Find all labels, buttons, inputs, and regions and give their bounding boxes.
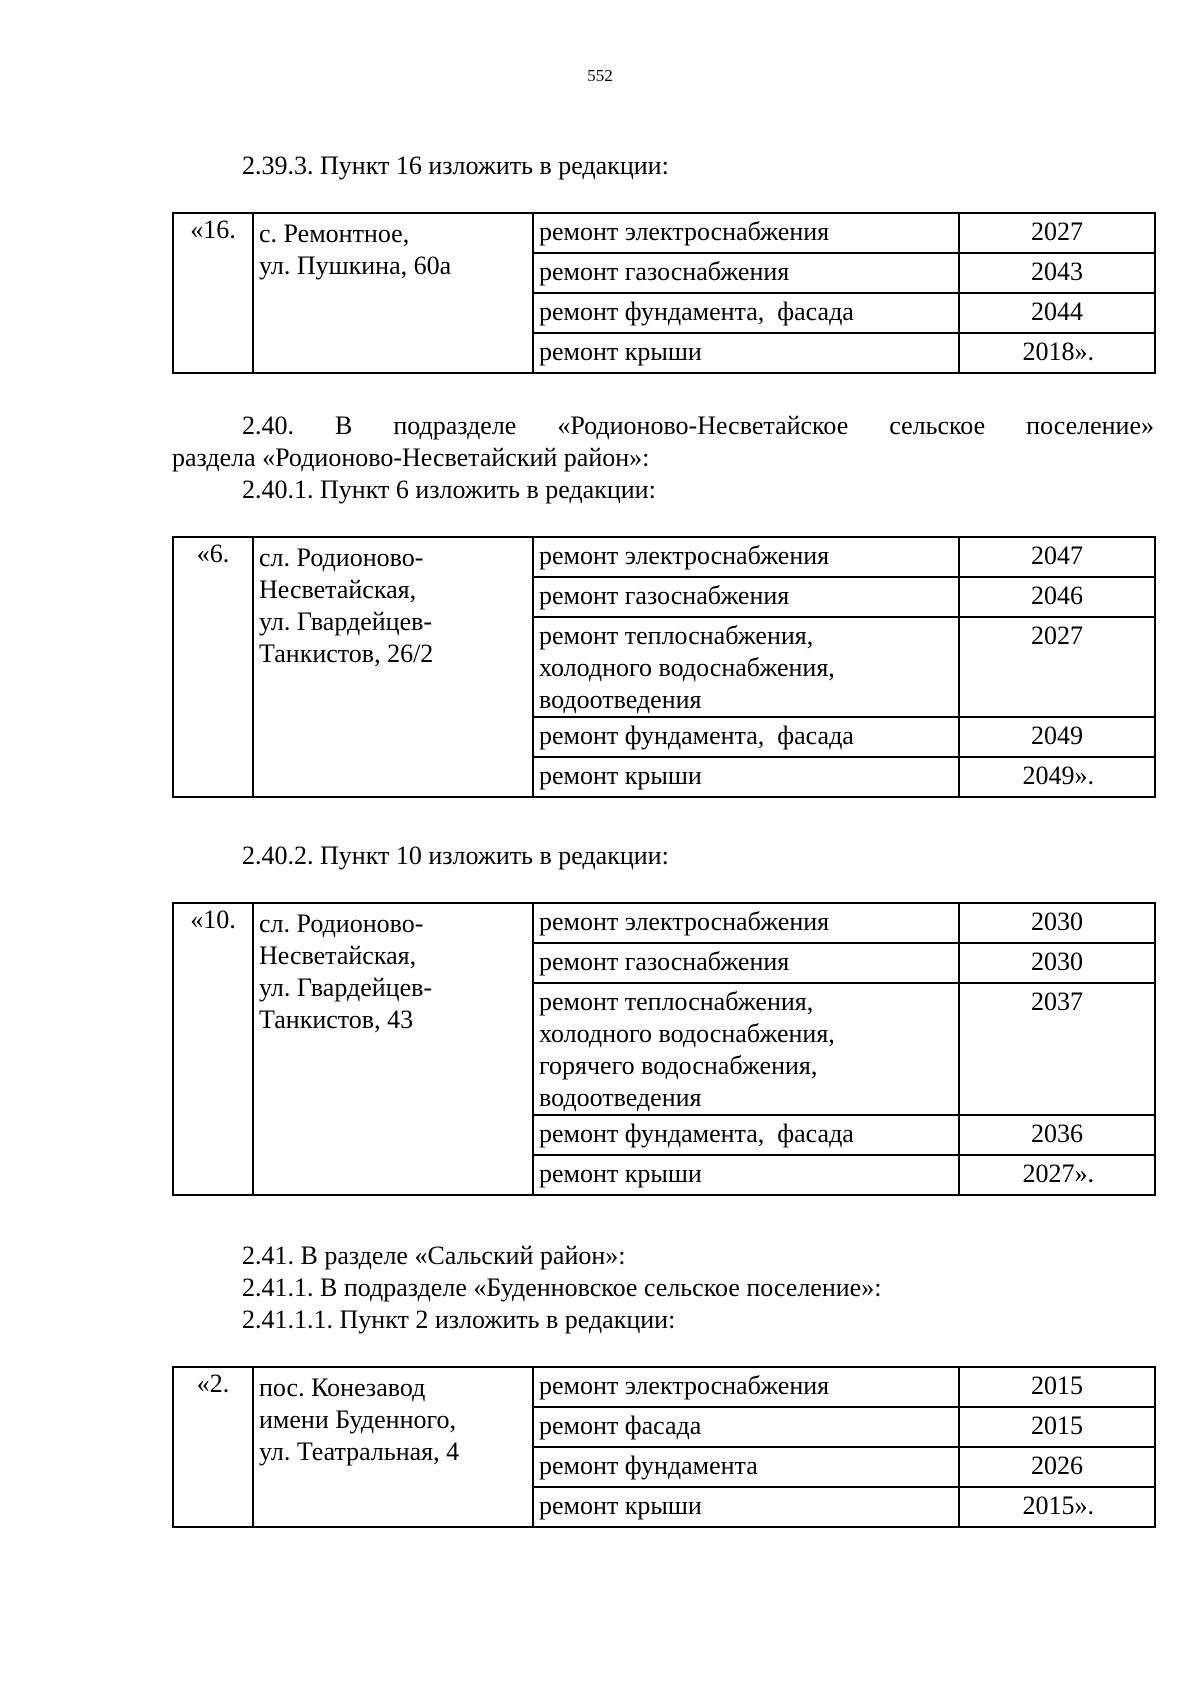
work-year: 2043 <box>959 253 1155 293</box>
work-type <box>533 943 959 983</box>
work-type <box>533 757 959 797</box>
amendment-table-16 <box>172 212 1156 374</box>
work-type: ремонт крыши <box>533 1487 959 1527</box>
address-line: Несветайская, <box>259 941 417 970</box>
work-year: 2046 <box>959 577 1155 617</box>
amendment-table-10 <box>172 902 1156 1196</box>
address-cell <box>253 903 533 1195</box>
table-row <box>173 1367 1155 1407</box>
item-number: «2. <box>173 1367 253 1527</box>
work-year: 2027 <box>959 617 1155 717</box>
work-line: холодного водоснабжения, <box>539 653 835 682</box>
address-line: ул. Гвардейцев- <box>259 607 433 636</box>
address-cell <box>253 213 533 373</box>
work-year: 2049 <box>959 717 1155 757</box>
work-year: 2030 <box>959 943 1155 983</box>
address-line: Танкистов, 43 <box>259 1005 414 1034</box>
work-year: 2036 <box>959 1115 1155 1155</box>
work-type: ремонт фундамента <box>533 1447 959 1487</box>
paragraph-2-41-1: 2.41.1. В подразделе «Буденновское сельское поселение»: <box>242 1273 882 1302</box>
work-type <box>533 1155 959 1195</box>
work-line: ремонт электроснабжения <box>539 541 830 570</box>
item-number: «10. <box>173 903 253 1195</box>
work-type <box>533 617 959 717</box>
work-line: ремонт теплоснабжения, <box>539 987 814 1016</box>
paragraph-2-40-cont: раздела «Родионово-Несветайский район»: <box>172 443 650 472</box>
address-line: имени Буденного, <box>259 1405 456 1434</box>
item-number: «6. <box>173 537 253 797</box>
address-cell <box>253 537 533 797</box>
work-type <box>533 537 959 577</box>
work-type <box>533 983 959 1115</box>
work-year: 2027». <box>959 1155 1155 1195</box>
work-type: ремонт электроснабжения <box>533 1367 959 1407</box>
work-line: ремонт крыши <box>539 761 702 790</box>
work-type: ремонт фундамента, фасада <box>533 293 959 333</box>
work-type <box>533 577 959 617</box>
work-year: 2015». <box>959 1487 1155 1527</box>
work-type <box>533 717 959 757</box>
paragraph-2-39-3: 2.39.3. Пункт 16 изложить в редакции: <box>242 151 669 180</box>
work-year: 2049». <box>959 757 1155 797</box>
paragraph-2-40: 2.40. В подразделе «Родионово-Несветайское сельское поселение» <box>242 411 1154 440</box>
paragraph-2-40-1: 2.40.1. Пункт 6 изложить в редакции: <box>242 475 656 504</box>
paragraph-2-41-1-1: 2.41.1.1. Пункт 2 изложить в редакции: <box>242 1305 676 1334</box>
address-line: ул. Театральная, 4 <box>259 1437 460 1466</box>
paragraph-2-41: 2.41. В разделе «Сальский район»: <box>242 1241 626 1270</box>
address-line: сл. Родионово- <box>259 543 424 572</box>
address-cell <box>253 1367 533 1527</box>
work-year: 2027 <box>959 213 1155 253</box>
work-year: 2044 <box>959 293 1155 333</box>
work-line: водоотведения <box>539 685 702 714</box>
table-row <box>173 537 1155 577</box>
work-type <box>533 903 959 943</box>
work-type: ремонт фасада <box>533 1407 959 1447</box>
address-line: Танкистов, 26/2 <box>259 639 434 668</box>
work-line: горячего водоснабжения, <box>539 1051 818 1080</box>
work-line: ремонт теплоснабжения, <box>539 621 814 650</box>
work-line: водоотведения <box>539 1083 702 1112</box>
table-row <box>173 903 1155 943</box>
work-year: 2015 <box>959 1407 1155 1447</box>
item-number: «16. <box>173 213 253 373</box>
work-year: 2047 <box>959 537 1155 577</box>
work-year: 2037 <box>959 983 1155 1115</box>
address-line: сл. Родионово- <box>259 909 424 938</box>
address-line: Несветайская, <box>259 575 417 604</box>
work-type: ремонт электроснабжения <box>533 213 959 253</box>
table-row <box>173 213 1155 253</box>
address-line: ул. Пушкина, 60а <box>259 251 452 280</box>
address-line: пос. Конезавод <box>259 1373 426 1402</box>
work-line: ремонт фундамента, фасада <box>539 721 854 750</box>
address-line: с. Ремонтное, <box>259 219 410 248</box>
work-type: ремонт крыши <box>533 333 959 373</box>
work-line: ремонт фундамента, фасада <box>539 1119 854 1148</box>
page-number: 552 <box>587 66 613 85</box>
amendment-table-6 <box>172 536 1156 798</box>
amendment-table-2 <box>172 1366 1156 1528</box>
work-line: ремонт крыши <box>539 1159 702 1188</box>
paragraph-2-40-2: 2.40.2. Пункт 10 изложить в редакции: <box>242 841 669 870</box>
work-line: холодного водоснабжения, <box>539 1019 835 1048</box>
work-year: 2018». <box>959 333 1155 373</box>
work-year: 2015 <box>959 1367 1155 1407</box>
address-line: ул. Гвардейцев- <box>259 973 433 1002</box>
work-type: ремонт газоснабжения <box>533 253 959 293</box>
work-type <box>533 1115 959 1155</box>
work-line: ремонт газоснабжения <box>539 581 790 610</box>
work-year: 2026 <box>959 1447 1155 1487</box>
work-year: 2030 <box>959 903 1155 943</box>
work-line: ремонт газоснабжения <box>539 947 790 976</box>
work-line: ремонт электроснабжения <box>539 907 830 936</box>
